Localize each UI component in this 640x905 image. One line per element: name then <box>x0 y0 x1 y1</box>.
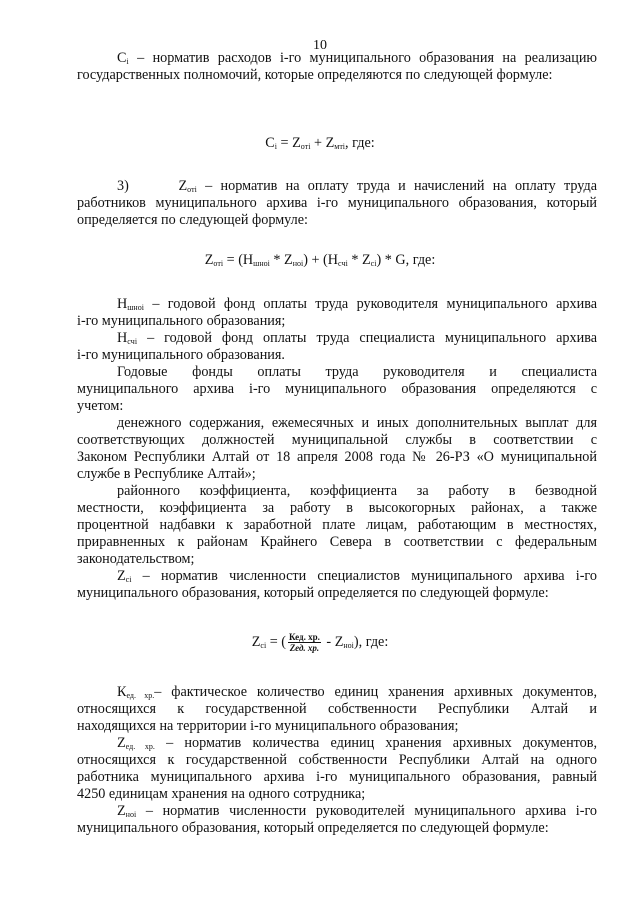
paragraph-hshnoi-line-2: i-го муниципального образования; <box>77 313 286 329</box>
formula-ci: $C_i = Z_{oтi} + Z_{мтi}$, где: <box>265 135 375 151</box>
paragraph-hschi-line-1: $H_{cчi}$ – годовой фонд оплаты труда специалиста муниципального архива <box>117 330 598 346</box>
formula-zci: $Z_{ci}$ = ( $\frac{\text{Кед. хр.}}{\text{Zед. хр.}}$ - $Z_{нoi}$), где: <box>251 632 389 653</box>
paragraph-coefficient-line-5: законодательством; <box>77 551 195 567</box>
paragraph-zed-line-4: 4250 единицам хранения на одного сотрудника; <box>77 786 366 802</box>
paragraph-coefficient-line-4: приравненных к районам Крайнего Севера в соответствии с федеральным <box>77 534 597 550</box>
paragraph-coefficient-line-1: районного коэффициента, коэффициента за работу в безводной <box>117 483 597 499</box>
paragraph-annual-funds-line-3: учетом: <box>77 398 124 414</box>
paragraph-ci-line-1: $C_i$ – норматив расходов i-го муниципального образования на реализацию <box>117 50 598 66</box>
paragraph-znoi-line-1: $Z_{нoi}$ – норматив численности руководителей муниципального архива i-го <box>117 803 598 819</box>
paragraph-hschi-line-2: i-го муниципального образования. <box>77 347 285 363</box>
paragraph-ked-line-2: относящихся к государственной собственности Республики Алтай и <box>77 701 597 717</box>
paragraph-ked-line-1: $К_{ед. хр.}-$ фактическое количество единиц хранения архивных документов, <box>117 684 597 700</box>
paragraph-ked-line-3: находящихся на территории i-го муниципального образования; <box>77 718 459 734</box>
paragraph-zci-line-1: $Z_{ci}$ – норматив численности специалистов муниципального архива i-го <box>117 568 597 584</box>
paragraph-zed-line-2: относящихся к государственной собственности Республики Алтай на одного <box>77 752 597 768</box>
formula-zoti: $Z_{oтi} = (H_{шноi} * Z_{нoi}) + (H_{cчi} * Z_{ci}) * G$, где: <box>204 252 436 268</box>
paragraph-annual-funds-line-1: Годовые фонды оплаты труда руководителя и специалиста <box>117 364 597 380</box>
paragraph-annual-funds-line-2: муниципального архива i-го муниципального образования определяются с <box>77 381 597 397</box>
paragraph-zoti-line-1: 3) $Z_{oтi}$ – норматив на оплату труда и начислений на оплату труда <box>117 178 598 194</box>
fraction: $\frac{\text{Кед. хр.}}{\text{Zед. хр.}}$ <box>289 632 320 653</box>
paragraph-zoti-line-2: работников муниципального архива i-го муниципального образования, который <box>77 195 597 211</box>
paragraph-zci-line-2: муниципального образования, который определяется по следующей формуле: <box>77 585 549 601</box>
page-number: 10 <box>313 38 327 53</box>
paragraph-ci-line-2: государственных полномочий, которые определяются по следующей формуле: <box>77 67 553 83</box>
paragraph-coefficient-line-2: местности, коэффициента за работу в высокогорных районах, а также <box>77 500 597 516</box>
paragraph-zoti-line-3: определяется по следующей формуле: <box>77 212 308 228</box>
paragraph-znoi-line-2: муниципального образования, который определяется по следующей формуле: <box>77 820 549 836</box>
paragraph-salary-line-4: службе в Республике Алтай»; <box>77 466 256 482</box>
paragraph-salary-line-1: денежного содержания, ежемесячных и иных дополнительных выплат для <box>117 415 597 431</box>
paragraph-salary-line-3: Законом Республики Алтай от 18 апреля 2008 года № 26-РЗ «О муниципальной <box>77 449 597 465</box>
paragraph-hshnoi-line-1: $H_{шноi}$ – годовой фонд оплаты труда руководителя муниципального архива <box>117 296 598 312</box>
paragraph-zed-line-1: $Z_{ед. хр.}$ – норматив количества единиц хранения архивных документов, <box>117 735 598 751</box>
paragraph-coefficient-line-3: процентной надбавки к заработной плате лицам, работающим в местностях, <box>77 517 597 533</box>
paragraph-zed-line-3: работника муниципального архива i-го муниципального образования, равный <box>77 769 597 785</box>
paragraph-salary-line-2: соответствующих должностей муниципальной службы в соответствии с <box>77 432 597 448</box>
